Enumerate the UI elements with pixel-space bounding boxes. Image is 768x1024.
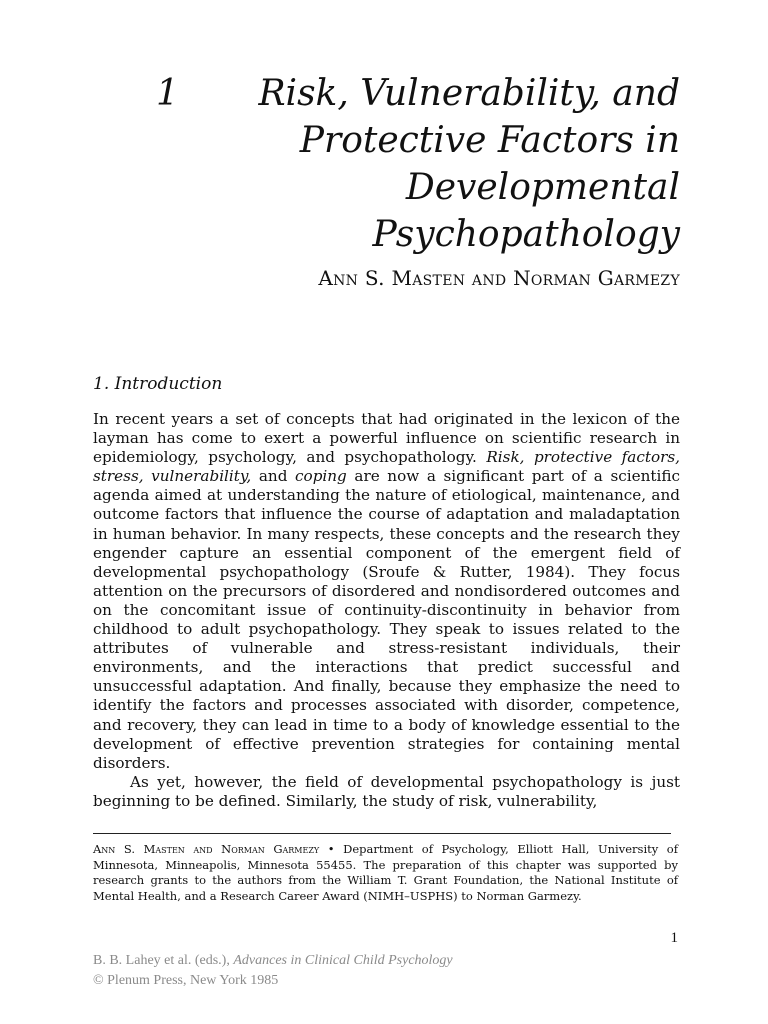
chapter-number: 1 <box>156 73 179 114</box>
chapter-title-line-3: Developmental Psychopathology <box>372 167 680 255</box>
paragraph-1-part-e: are now a significant part of a scientific agenda aimed at understanding the nature of etiological, maintenance, and outcome factors that influence the course of adaptation and maladaptation in human behavior. In many respects, these concepts and the research they engender capture an essential component of the emergent field of developmental psychopathology (Sroufe & Rutter, 1984). They focus attention on the precursors of disordered and nondisordered outcomes and on the concomitant issue of continuity-discontinuity in behavior from childhood to adult psychopathology. They speak to issues related to the attributes of vulnerable and stress-resistant individuals, their environments, and the interactions that predict successful and unsuccessful adaptation. And finally, because they emphasize the need to identify the factors and processes associated with disorder, competence, and recovery, they can lead in time to a body of knowledge essential to the development of effective prevention strategies for containing mental disorders. <box>93 467 680 772</box>
footnote-divider <box>93 833 671 834</box>
source-line-1 <box>93 951 453 971</box>
source-editors: B. B. Lahey et al. (eds.), <box>93 953 234 968</box>
source-citation <box>93 951 453 991</box>
source-line-2: © Plenum Press, New York 1985 <box>93 973 279 988</box>
chapter-title-line-2: Protective Factors in <box>299 120 680 161</box>
section-heading: 1. Introduction <box>93 374 223 394</box>
source-book-title: Advances in Clinical Child Psychology <box>233 953 453 968</box>
chapter-authors: Ann S. Masten and Norman Garmezy <box>318 266 680 290</box>
paragraph-2: As yet, however, the field of developmental psychopathology is just beginning to be defined. Similarly, the study of risk, vulnerability, <box>93 772 680 810</box>
paragraph-1-italic-coping: coping <box>295 467 347 486</box>
footnote-author-names: Ann S. Masten and Norman Garmezy <box>93 842 320 856</box>
paragraph-1-italic-terms: Risk, protective factors, stress, vulnerability, <box>93 448 680 486</box>
page-number: 1 <box>670 930 678 946</box>
paragraph-1 <box>93 410 680 773</box>
chapter-title <box>130 70 680 258</box>
paragraph-1-part-a: In recent years a set of concepts that had originated in the lexicon of the layman has come to exert a powerful influence on scientific research in epidemiology, psychology, and psychopathology. <box>93 410 680 467</box>
paragraph-1-part-c: and <box>251 467 296 486</box>
footnote-text: • Department of Psychology, Elliott Hall, University of Minnesota, Minneapolis, Minnesota 55455. The preparation of this chapter was supported by research grants to the authors from the William T. Grant Foundation, the National Institute of Mental Health, and a Research Career Award (NIMH–USPHS) to Norman Garmezy. <box>93 842 678 903</box>
footnote <box>93 842 678 904</box>
chapter-title-line-1: Risk, Vulnerability, and <box>258 73 680 114</box>
body-text <box>93 410 680 811</box>
